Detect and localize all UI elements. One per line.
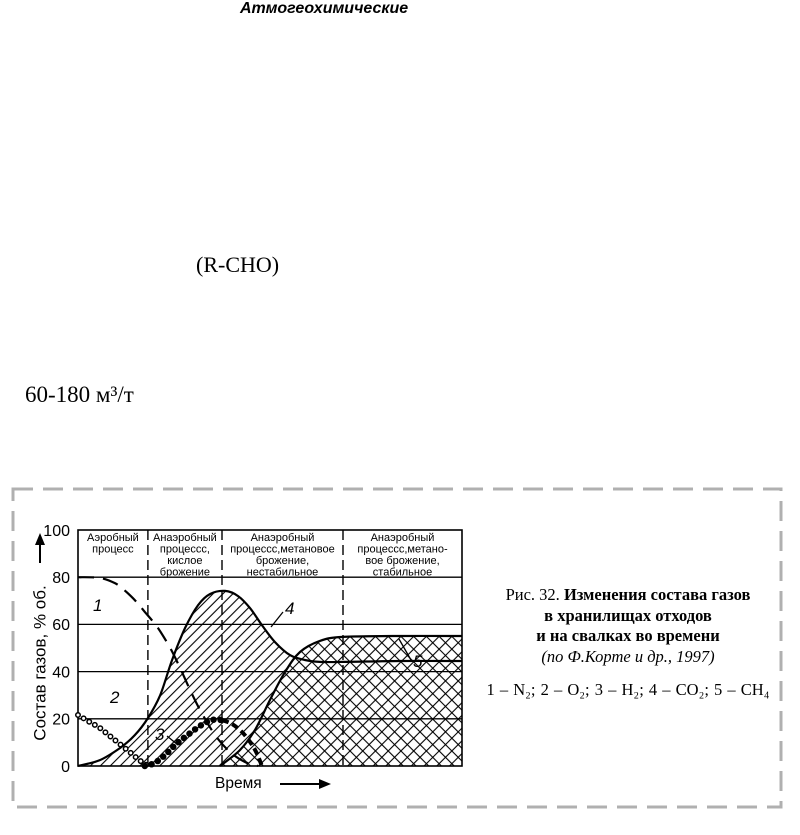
phase-label-line: процессс,метано-	[357, 543, 448, 556]
series-4-label: 4	[285, 599, 295, 618]
caption-line-1	[480, 585, 776, 606]
y-tick-label: 100	[43, 522, 70, 540]
phase-label-line: брожение	[159, 566, 211, 579]
figure-number: Рис. 32.	[505, 585, 560, 604]
formula-text: (R-CHO)	[196, 252, 280, 277]
section-heading: Атмогеохимические	[240, 0, 409, 17]
series-2-label: 2	[110, 688, 120, 707]
chart-areas	[78, 591, 462, 766]
caption-source	[480, 647, 776, 668]
phase-label-line: вое брожение,	[365, 555, 440, 567]
series-5-label: 5	[413, 652, 423, 671]
phase-label-line: Анаэробный	[152, 532, 217, 544]
x-axis-arrow-icon	[280, 779, 331, 789]
phase-label-line: процесс	[92, 543, 134, 556]
phase-label-line: Анаэробный	[250, 532, 315, 544]
phase-label-line: Анаэробный	[370, 532, 435, 544]
phase-label-line: брожение,	[255, 555, 310, 567]
caption-legend: 1 – N₂; 2 – O₂; 3 – H₂; 4 – CO₂; 5 – CH₄	[486, 680, 770, 699]
phase-label-line: процессс,	[159, 543, 210, 556]
series-1-label: 1	[93, 596, 103, 615]
phase-label-line: процессс,метановое	[230, 543, 335, 556]
x-axis-label: Время	[215, 775, 262, 792]
phase-label-line: стабильное	[372, 566, 433, 579]
y-axis-label: Состав газов, % об.	[30, 585, 50, 741]
phase-label-line: кислое	[167, 555, 203, 567]
y-tick-label: 80	[52, 569, 70, 587]
caption-line-2	[480, 606, 776, 627]
y-tick-label: 40	[52, 664, 70, 682]
y-tick-label: 0	[61, 758, 70, 776]
phase-label-line: нестабильное	[246, 566, 319, 579]
phase-label-line: Аэробный	[86, 532, 139, 544]
caption-source-text: (по Ф.Корте и др., 1997)	[541, 646, 715, 666]
figure-caption	[480, 585, 776, 667]
gas-yield-text: 60-180 м³/т	[25, 382, 134, 407]
y-tick-label: 20	[52, 711, 70, 729]
caption-title-3: и на свалках во времени	[536, 626, 720, 645]
y-tick-label: 60	[52, 617, 70, 635]
caption-line-3	[480, 626, 776, 647]
series-3-label: 3	[155, 725, 165, 744]
phase-labels	[87, 532, 448, 579]
caption-title-2: в хранилищах отходов	[544, 605, 712, 625]
caption-title-1: Изменения состава газов	[563, 585, 751, 604]
